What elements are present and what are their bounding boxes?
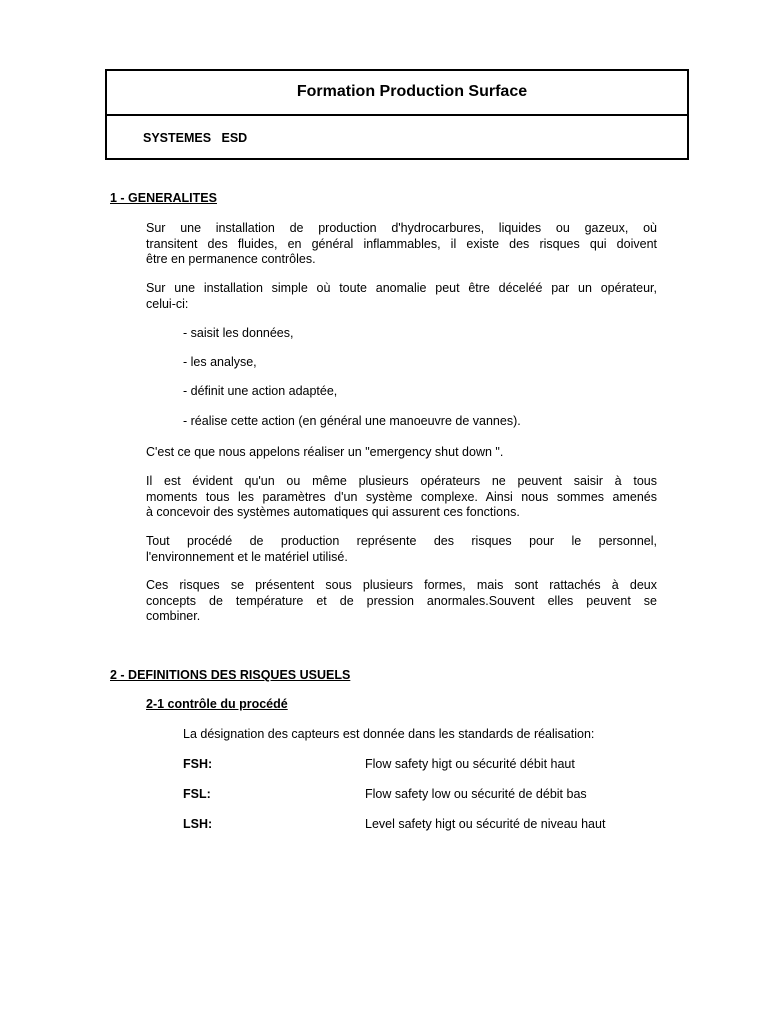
header-box: [105, 69, 689, 160]
section-1-paragraph-3: C'est ce que nous appelons réaliser un "emergency shut down ".: [146, 445, 504, 459]
section-1-heading: 1 - GENERALITES: [110, 191, 217, 205]
section-1-paragraph-1: [146, 221, 657, 268]
bullet-item: - réalise cette action (en général une manoeuvre de vannes).: [183, 414, 521, 428]
section-1-paragraph-4: [146, 474, 657, 521]
paragraph-line: transitent des fluides, en général inflammables, il existe des risques qui doivent: [146, 236, 657, 251]
section-1-paragraph-5: [146, 534, 657, 565]
paragraph-line: Sur une installation de production d'hydrocarbures, liquides ou gazeux, où: [146, 221, 657, 235]
paragraph-line: à concevoir des systèmes automatiques qui assurent ces fonctions.: [146, 505, 520, 519]
paragraph-line: Il est évident qu'un ou même plusieurs opérateurs ne peuvent saisir à tous: [146, 474, 657, 488]
paragraph-line: Sur une installation simple où toute anomalie peut être déceléé par un opérateur,: [146, 281, 657, 295]
section-2-1-subheading: 2-1 contrôle du procédé: [146, 697, 288, 711]
definition-description: Flow safety low ou sécurité de débit bas: [365, 787, 587, 801]
paragraph-line: l'environnement et le matériel utilisé.: [146, 549, 348, 564]
section-1-paragraph-6: [146, 578, 657, 625]
document-subtitle: [107, 116, 687, 160]
paragraph-line: moments tous les paramètres d'un système complexe. Ainsi nous sommes amenés: [146, 489, 657, 504]
section-2-heading: 2 - DEFINITIONS DES RISQUES USUELS: [110, 668, 351, 682]
section-1-paragraph-2: [146, 281, 657, 312]
paragraph-line: celui-ci:: [146, 296, 189, 311]
bullet-item: - définit une action adaptée,: [183, 384, 338, 398]
definition-code: LSH:: [183, 817, 213, 831]
definition-description: Flow safety higt ou sécurité débit haut: [365, 757, 575, 771]
paragraph-line: Tout procédé de production représente des risques pour le personnel,: [146, 534, 657, 548]
subtitle-text: SYSTEMES ESD: [143, 131, 248, 145]
paragraph-line: Ces risques se présentent sous plusieurs formes, mais sont rattachés à deux: [146, 578, 657, 592]
paragraph-line: être en permanence contrôles.: [146, 252, 316, 266]
definition-description: Level safety higt ou sécurité de niveau haut: [365, 817, 606, 831]
definition-code: FSL:: [183, 787, 211, 801]
bullet-item: - saisit les données,: [183, 326, 294, 340]
paragraph-line: concepts de température et de pression anormales.Souvent elles peuvent se: [146, 593, 657, 608]
definition-code: FSH:: [183, 757, 213, 771]
document-title: Formation Production Surface: [107, 71, 687, 116]
section-2-intro: La désignation des capteurs est donnée dans les standards de réalisation:: [183, 727, 595, 741]
bullet-item: - les analyse,: [183, 355, 257, 369]
paragraph-line: combiner.: [146, 609, 201, 623]
